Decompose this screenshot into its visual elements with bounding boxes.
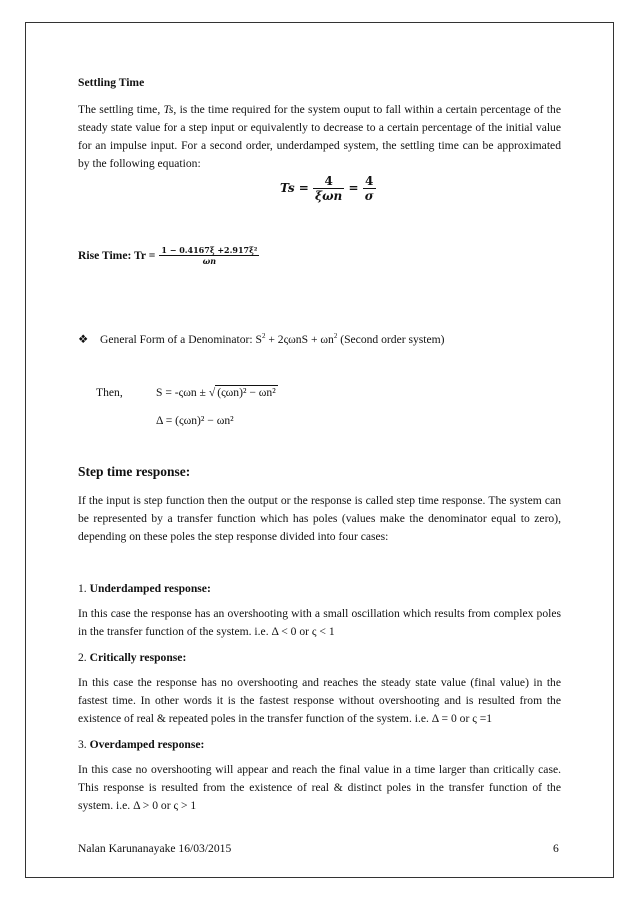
eq-frac2-num: 4 (363, 174, 376, 189)
denom-sup1: 2 (261, 332, 266, 341)
case2-title: Critically response: (89, 651, 187, 664)
rise-den: ωn (202, 256, 217, 266)
case2-text: In this case the response has no overshooting and reaches the steady state value (final value) in the fastest time. In other words it is the fastest response without overshooting and is resulted from the existence of real & repeated poles in the transfer function of the system. i.e. Δ = 0 or ς =1 (78, 676, 561, 725)
case3-heading (78, 736, 204, 754)
step-response-heading: Step time response: (78, 464, 191, 479)
denominator-bullet-line (78, 331, 445, 349)
rise-num: 1 − 0.4167ξ +2.917ξ² (161, 245, 258, 255)
settling-para-start: The settling time, (78, 103, 164, 116)
denom-text-mid: + 2ςωnS + ωn (265, 333, 334, 346)
step-response-intro: If the input is step function then the output or the response is called step time response. The system can be represented by a transfer function which has poles (values make the denominator equal to zero), depending on these poles the step response divided into four cases: (78, 494, 561, 543)
case3-title: Overdamped response: (89, 738, 205, 751)
denom-text-start: General Form of a Denominator: S (100, 333, 262, 346)
eq-fraction-2 (363, 174, 376, 203)
case2-number: 2. (78, 651, 90, 664)
settling-time-equation (280, 174, 376, 203)
ts-symbol: Ts (163, 103, 174, 116)
case1-text: In this case the response has an overshooting with a small oscillation which results from complex poles in the transfer function of the system. i.e. Δ < 0 or ς < 1 (78, 607, 561, 638)
eq-equals: = (348, 181, 359, 195)
case3-number: 3. (78, 738, 90, 751)
sqrt-expression (209, 384, 278, 402)
then-label: Then, (96, 386, 123, 399)
eq-frac2-den: σ (364, 189, 374, 203)
delta-equation: Δ = (ςωn)² − ωn² (156, 414, 234, 427)
footer-author-date: Nalan Karunanayake 16/03/2015 (78, 842, 232, 855)
settling-time-paragraph (78, 101, 561, 173)
denom-text-end: (Second order system) (337, 333, 445, 346)
eq-fraction-1 (313, 174, 344, 203)
case1-number: 1. (78, 582, 90, 595)
s-equation (156, 384, 278, 402)
rise-time-equation (78, 245, 259, 266)
rise-time-fraction (159, 245, 259, 266)
case1-title: Underdamped response: (89, 582, 211, 595)
s-prefix: S = -ςωn ± (156, 386, 206, 399)
eq-frac1-num: 4 (313, 174, 344, 189)
eq-frac1-den: ξωn (315, 189, 343, 203)
case1-heading (78, 580, 211, 598)
case3-text: In this case no overshooting will appear and reach the final value in a time larger than critically case. This response is resulted from the existence of real & distinct poles in the transfer function of the system. i.e. Δ > 0 or ς > 1 (78, 763, 561, 812)
rise-time-label: Rise Time: Tr = (78, 249, 156, 262)
settling-para-rest: , is the time required for the system ouput to fall within a certain percentage of the steady state value for a step input or equivalently to decrease to a certain percentage of the initial value for an impulse input. For a second order, underdamped system, the settling time can be approximated by the following equation: (78, 103, 561, 170)
s-radicand: (ςωn)² − ωn² (217, 386, 276, 399)
footer-page-number: 6 (553, 842, 559, 855)
diamond-bullet-icon: ❖ (78, 333, 89, 346)
case2-heading (78, 649, 186, 667)
denom-sup2: 2 (333, 332, 338, 341)
settling-time-heading: Settling Time (78, 76, 145, 89)
eq-lhs: Ts = (280, 181, 309, 195)
sqrt-icon: √ (208, 386, 216, 399)
